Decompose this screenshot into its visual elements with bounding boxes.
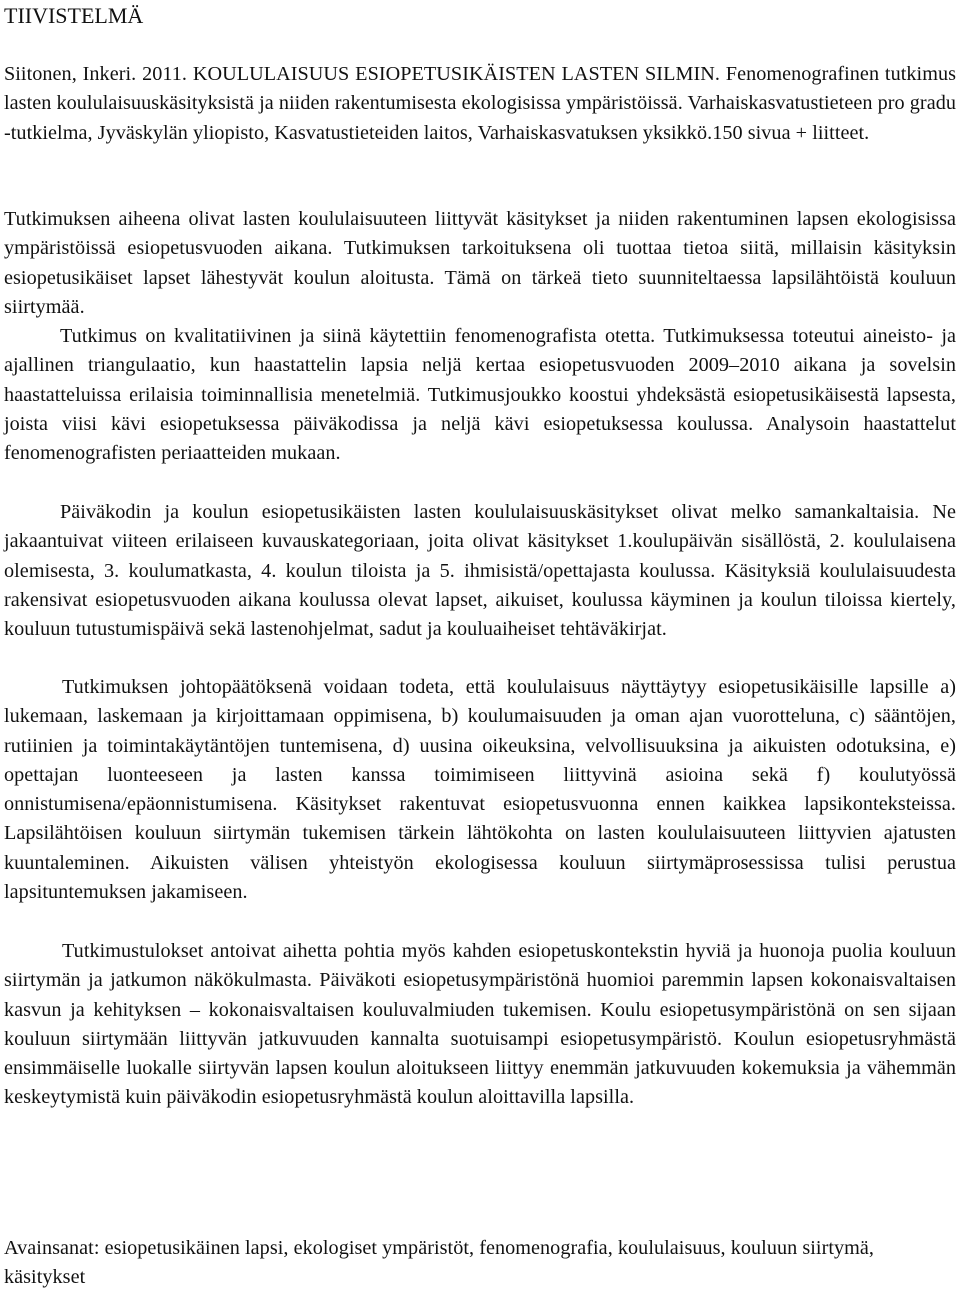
page-title: TIIVISTELMÄ	[4, 3, 144, 28]
results-paragraph: Päiväkodin ja koulun esiopetusikäisten lasten koululaisuuskäsitykset olivat melko samankaltaisia. Ne jakaantuivat viiteen erilaiseen kuvauskategoriaan, joita olivat käsitykset 1.koulupäivän sisällöstä, 2. koululaisena olemisesta, 3. koulumatkasta, 4. koulun tiloista ja 5. ihmisistä/opettajasta koulussa. Käsityksiä koululaisuudesta rakensivat esiopetusvuoden aikana koulussa olevat lapset, aikuiset, koulussa käyminen ja koulun tiloissa kiertely, kouluun tutustumispäivä sekä lastenohjelmat, sadut ja kouluaiheiset tehtäväkirjat.	[4, 501, 956, 641]
discussion-paragraph: Tutkimustulokset antoivat aihetta pohtia myös kahden esiopetuskontekstin hyviä ja huonoja puolia kouluun siirtymän ja jatkumon näkökulmasta. Päiväkoti esiopetusympäristönä huomioi paremmin lapsen kokonaisvaltaisen kasvun ja kehityksen – kokonaisvaltaisen kouluvalmiuden tukemisen. Koulu esiopetusympäristönä on sen sijaan kouluun siirtymään liittyvän jatkuvuuden kannalta suotuisampi esiopetusympäristö. Koulun esiopetusryhmästä ensimmäiselle luokalle siirtyvän lapsen koulun aloitukseen liittyy enemmän jatkuvuuden kokemuksia ja vähemmän keskeytymistä kuin päiväkodin esiopetusryhmästä koulun aloittavilla lapsilla.	[4, 940, 956, 1109]
conclusions-paragraph: Tutkimuksen johtopäätöksenä voidaan todeta, että koululaisuus näyttäytyy esiopetusikäisille lapsille a) lukemaan, laskemaan ja kirjoittamaan oppimisena, b) koulumaisuuden ja oman ajan vuorotteluna, c) sääntöjen, rutiinien ja toimintakäytäntöjen tuntemisena, d) uusina oikeuksina, velvollisuuksina ja aikuisten odotuksina, e) opettajan luonteeseen ja lasten kanssa toimimiseen liittyvinä asioina sekä f) koulutyössä onnistumisena/epäonnistumisena. Käsitykset rakentuvat esiopetusvuonna ennen kaikkea lapsikonteksteissa. Lapsilähtöisen kouluun siirtymän tukemisen tärkein lähtökohta on lasten koululaisuuteen liittyvien ajatusten kuuntaleminen. Aikuisten välisen yhteistyön ekologisessa kouluun siirtymäprosessissa tulisi perustua lapsituntemuksen jakamiseen.	[4, 676, 956, 904]
topic-paragraph: Tutkimuksen aiheena olivat lasten koululaisuuteen liittyvät käsitykset ja niiden rakentuminen lapsen ekologisissa ympäristöissä esiopetusvuoden aikana. Tutkimuksen tarkoituksena oli tuottaa tietoa siitä, millaisin käsityksin esiopetusikäiset lapset lähestyvät koulun aloitusta. Tämä on tärkeä tieto suunniteltaessa lapsilähtöistä kouluun siirtymää.	[4, 208, 956, 318]
citation-paragraph: Siitonen, Inkeri. 2011. KOULULAISUUS ESIOPETUSIKÄISTEN LASTEN SILMIN. Fenomenografinen tutkimus lasten koululaisuuskäsityksistä ja niiden rakentumisesta ekologisissa ympäristöissä. Varhaiskasvatustieteen pro gradu -tutkielma, Jyväskylän yliopisto, Kasvatustieteiden laitos, Varhaiskasvatuksen yksikkö.150 sivua + liitteet.	[4, 63, 956, 144]
keywords-paragraph: Avainsanat: esiopetusikäinen lapsi, ekologiset ympäristöt, fenomenografia, koululaisuus, kouluun siirtymä, käsitykset	[4, 1237, 875, 1289]
method-paragraph: Tutkimus on kvalitatiivinen ja siinä käytettiin fenomenografista otetta. Tutkimuksessa toteutui aineisto- ja ajallinen triangulaatio, kun haastattelin lapsia neljä kertaa esiopetusvuoden 2009–2010 aikana ja sovelsin haastatteluissa erilaisia toiminnallisia menetelmiä. Tutkimusjoukko koostui yhdeksästä esiopetusikäisestä lapsesta, joista viisi kävi esiopetuksessa päiväkodissa ja neljä kävi esiopetuksessa koulussa. Analysoin haastattelut fenomenografisten periaatteiden mukaan.	[4, 325, 956, 465]
